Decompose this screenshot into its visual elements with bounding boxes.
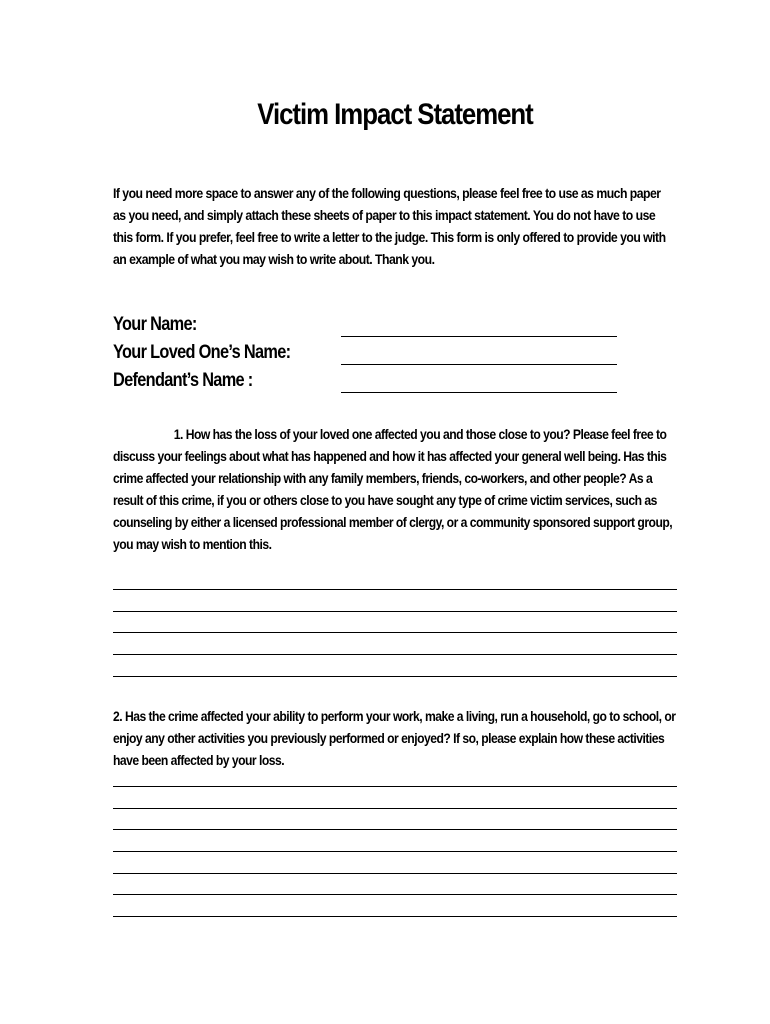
page-title: Victim Impact Statement: [257, 98, 533, 131]
intro-paragraph: [113, 182, 673, 270]
answer-line[interactable]: [113, 808, 677, 809]
your-name-label: Your Name:: [113, 314, 197, 335]
question-2: [113, 705, 677, 771]
your-name-field[interactable]: [341, 336, 617, 337]
answer-line[interactable]: [113, 589, 677, 590]
question-2-text: 2. Has the crime affected your ability to perform your work, make a living, run a household, go to school, or enjoy any other activities you previously performed or enjoyed? If so, please explain how these activities have been affected by your loss.: [113, 708, 676, 768]
answer-line[interactable]: [113, 654, 677, 655]
answer-line[interactable]: [113, 916, 677, 917]
question-1: [113, 423, 677, 555]
defendant-name-label: Defendant’s Name :: [113, 370, 253, 391]
question-1-answer-area[interactable]: [113, 589, 677, 697]
answer-line[interactable]: [113, 894, 677, 895]
your-name-row: [113, 314, 633, 342]
answer-line[interactable]: [113, 873, 677, 874]
answer-line[interactable]: [113, 632, 677, 633]
answer-line[interactable]: [113, 676, 677, 677]
defendant-name-field[interactable]: [341, 392, 617, 393]
intro-text: If you need more space to answer any of the following questions, please feel free to use as much paper as you need, and simply attach these sheets of paper to this impact statement. You do not have to use this form. If you prefer, feel free to write a letter to the judge. This form is only offered to provide you with an example of what you may wish to write about. Thank you.: [113, 185, 666, 267]
loved-one-name-field[interactable]: [341, 364, 617, 365]
question-2-answer-area[interactable]: [113, 786, 677, 938]
loved-one-name-row: [113, 342, 633, 370]
answer-line[interactable]: [113, 611, 677, 612]
answer-line[interactable]: [113, 786, 677, 787]
question-1-text: 1. How has the loss of your loved one affected you and those close to you? Please feel free to discuss your feelings about what has happened and how it has affected your general well being. Has this crime affected your relationship with any family members, friends, co-workers, and other people? As a result of this crime, if you or others close to you have sought any type of crime victim services, such as counseling by either a licensed professional member of clergy, or a community sponsored support group, you may wish to mention this.: [113, 426, 673, 552]
answer-line[interactable]: [113, 829, 677, 830]
defendant-name-row: [113, 370, 633, 398]
answer-line[interactable]: [113, 851, 677, 852]
loved-one-name-label: Your Loved One’s Name:: [113, 342, 291, 363]
